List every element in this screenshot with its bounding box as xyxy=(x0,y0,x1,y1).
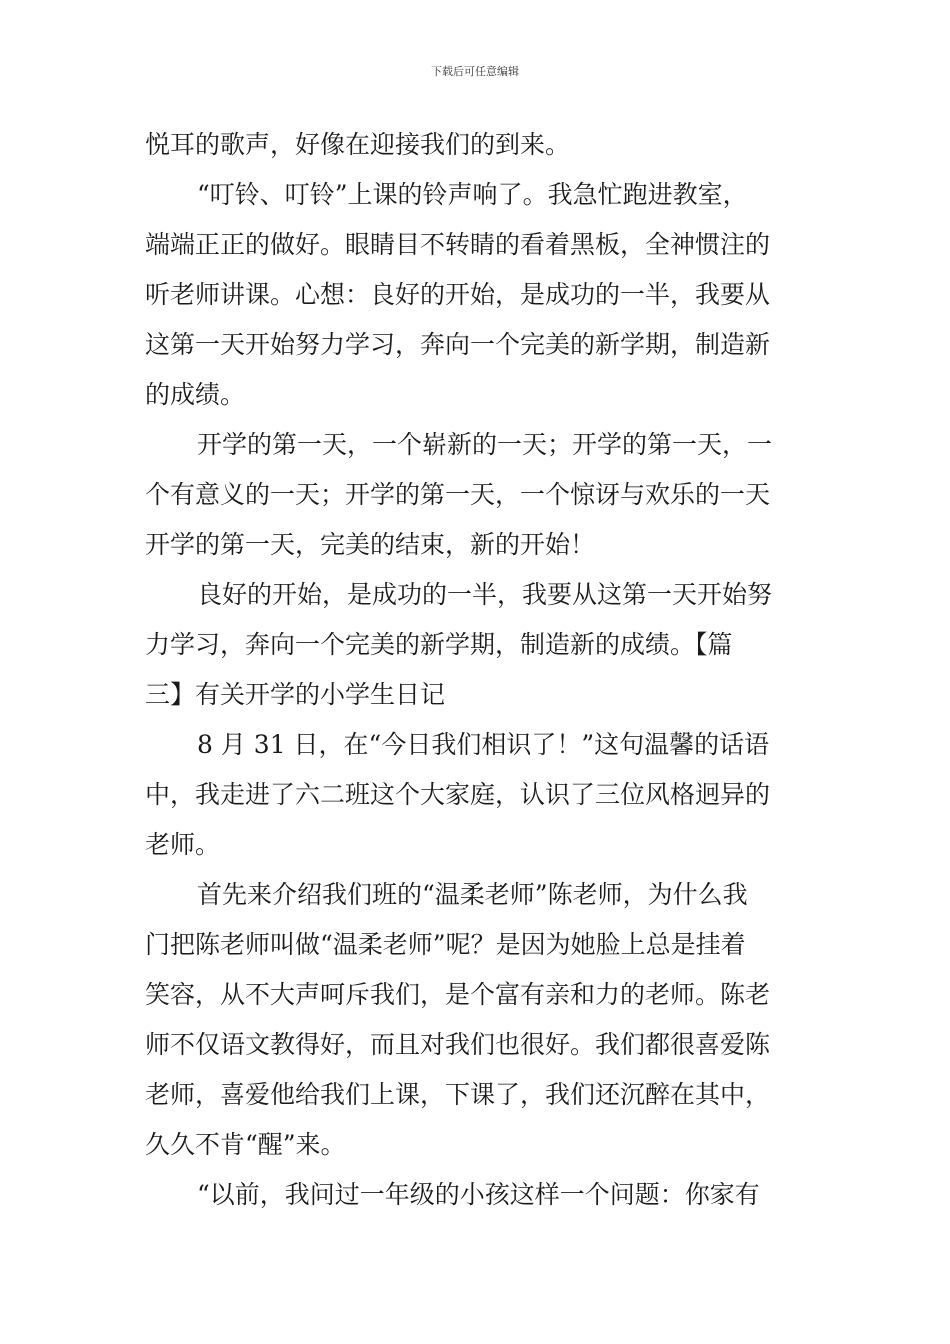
text-line: 开学的第一天，一个崭新的一天；开学的第一天，一 xyxy=(197,430,773,459)
body-text xyxy=(145,120,810,1220)
text-line: 门把陈老师叫做“温柔老师”呢？是因为她脸上总是挂着 xyxy=(145,930,746,959)
text-line: 听老师讲课。心想：良好的开始，是成功的一半，我要从 xyxy=(145,280,771,309)
text-line: 三】有关开学的小学生日记 xyxy=(145,680,446,709)
text-line: 端端正正的做好。眼睛目不转睛的看着黑板，全神惯注的 xyxy=(145,230,771,259)
text-line: 8 月 31 日，在“今日我们相识了！”这句温馨的话语 xyxy=(197,730,770,759)
text-line: 首先来介绍我们班的“温柔老师”陈老师，为什么我 xyxy=(197,880,748,909)
text-line: 师不仅语文教得好，而且对我们也很好。我们都很喜爱陈 xyxy=(145,1030,771,1059)
text-line: 力学习，奔向一个完美的新学期，制造新的成绩。【篇 xyxy=(145,630,733,659)
text-line: “叮铃、叮铃”上课的铃声响了。我急忙跑进教室， xyxy=(197,180,748,209)
text-line: 久久不肯“醒”来。 xyxy=(145,1130,346,1159)
text-line: 老师。 xyxy=(145,830,221,859)
page-header: 下载后可任意编辑 xyxy=(431,65,519,78)
text-line: 良好的开始，是成功的一半，我要从这第一天开始努 xyxy=(197,580,773,609)
text-line: 这第一天开始努力学习，奔向一个完美的新学期，制造新 xyxy=(145,330,771,359)
text-line: 个有意义的一天；开学的第一天，一个惊讶与欢乐的一天 xyxy=(145,480,771,509)
text-line: 老师，喜爱他给我们上课，下课了，我们还沉醉在其中， xyxy=(145,1080,771,1109)
text-line: 笑容，从不大声呵斥我们，是个富有亲和力的老师。陈老 xyxy=(145,980,771,1009)
text-line: 悦耳的歌声，好像在迎接我们的到来。 xyxy=(145,130,571,159)
text-line: 开学的第一天，完美的结束，新的开始！ xyxy=(145,530,596,559)
text-line: 的成绩。 xyxy=(145,380,246,409)
text-line: 中，我走进了六二班这个大家庭，认识了三位风格迥异的 xyxy=(145,780,771,809)
text-line: “以前，我问过一年级的小孩这样一个问题：你家有 xyxy=(197,1180,760,1209)
